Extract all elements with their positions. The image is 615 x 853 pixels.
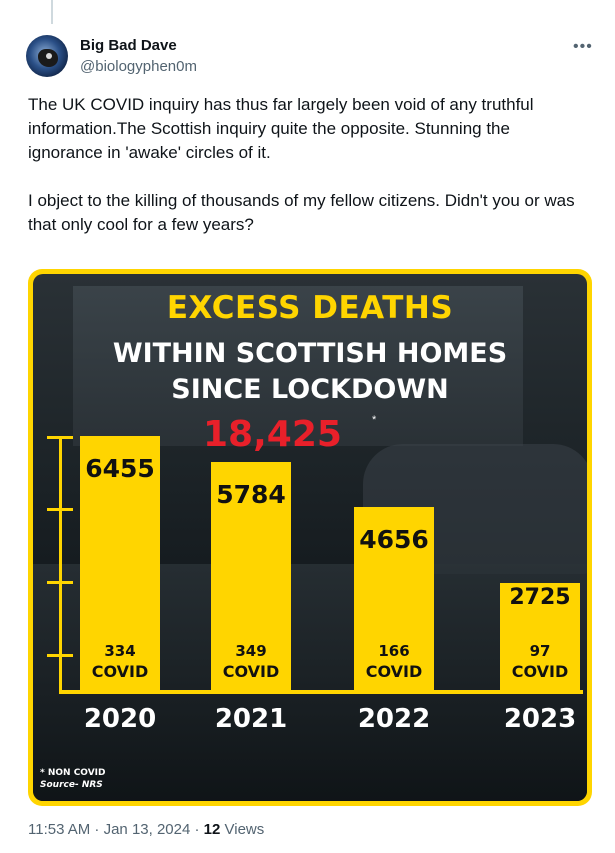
- timestamp[interactable]: 11:53 AM · Jan 13, 2024 ·: [28, 821, 204, 838]
- tweet-media-image[interactable]: [28, 269, 592, 806]
- y-tick: [47, 654, 73, 657]
- total-marker: *: [372, 414, 377, 426]
- infographic-title: EXCESS DEATHS: [166, 290, 454, 326]
- more-horizontal-icon[interactable]: •••: [573, 38, 593, 55]
- thread-connector-line: [51, 0, 53, 24]
- tweet-paragraph-2: I object to the killing of thousands of my fellow citizens. Didn't you or was that only cool for a few years?: [28, 191, 575, 234]
- views-count: 12: [203, 821, 221, 838]
- covid-count-label: 97: [529, 642, 551, 660]
- infographic-subtitle-line1: WITHIN SCOTTISH HOMES: [112, 338, 508, 369]
- user-handle[interactable]: @biologyphen0m: [80, 58, 197, 75]
- display-name[interactable]: Big Bad Dave: [80, 37, 177, 54]
- avatar[interactable]: [26, 35, 68, 77]
- tweet-meta: [28, 821, 264, 838]
- bar-value-label: 2725: [509, 585, 571, 610]
- x-axis-baseline: [59, 690, 583, 694]
- infographic: [33, 274, 587, 801]
- x-tick-label: 2023: [503, 704, 577, 734]
- views-label: Views: [220, 821, 265, 838]
- covid-count-label: 349: [235, 642, 267, 660]
- x-tick-label: 2020: [83, 704, 157, 734]
- tweet-paragraph-1: The UK COVID inquiry has thus far largely been void of any truthful information.The Scottish inquiry quite the opposite. Stunning the ignorance in 'awake' circles of it.: [28, 95, 534, 162]
- bar-value-label: 5784: [216, 480, 286, 509]
- footnote: [40, 767, 106, 791]
- y-tick: [47, 508, 73, 511]
- footnote-source: Source- NRS: [40, 780, 103, 790]
- x-tick-label: 2022: [357, 704, 431, 734]
- covid-label: COVID: [222, 662, 280, 681]
- infographic-subtitle-line2: SINCE LOCKDOWN: [171, 374, 449, 405]
- footnote-non-covid: * NON COVID: [40, 768, 106, 778]
- bar-value-label: 6455: [85, 454, 155, 483]
- covid-label: COVID: [511, 662, 569, 681]
- y-tick: [47, 436, 73, 439]
- total-excess-deaths: 18,425: [203, 414, 342, 455]
- tweet-text: [28, 93, 588, 237]
- covid-label: COVID: [91, 662, 149, 681]
- covid-label: COVID: [365, 662, 423, 681]
- y-tick: [47, 581, 73, 584]
- x-tick-label: 2021: [214, 704, 288, 734]
- covid-count-label: 166: [378, 642, 410, 660]
- covid-count-label: 334: [104, 642, 136, 660]
- bar-value-label: 4656: [359, 525, 429, 554]
